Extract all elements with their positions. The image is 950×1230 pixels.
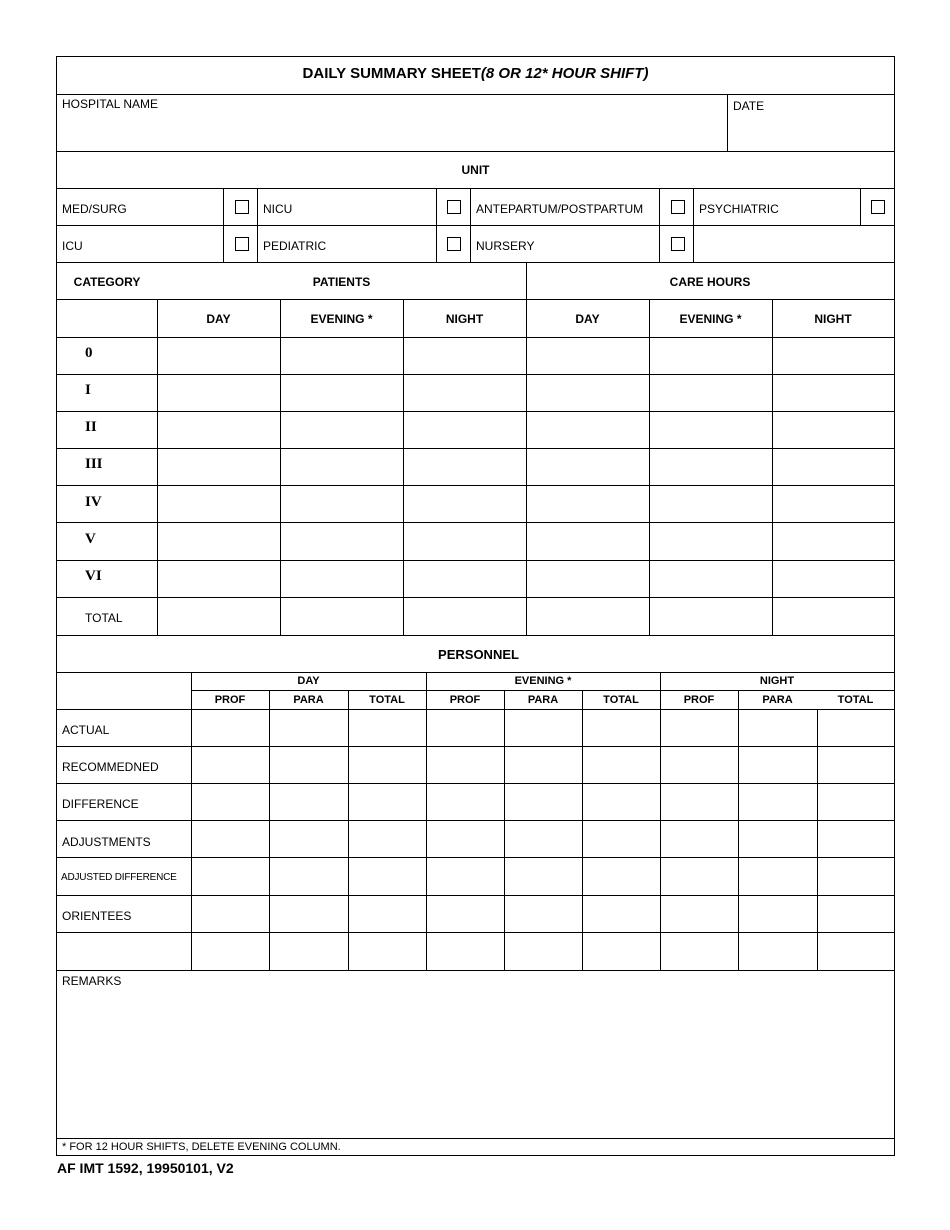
night-prof-header: PROF (683, 694, 715, 706)
care-hours-night-header: NIGHT (814, 312, 852, 326)
divider (470, 188, 471, 262)
divider (659, 188, 660, 262)
divider (57, 820, 894, 821)
patients-day-header: DAY (206, 312, 231, 326)
psychiatric-checkbox[interactable] (871, 200, 885, 214)
divider (693, 188, 694, 262)
divider (860, 188, 861, 225)
unit-icu-label: ICU (62, 239, 83, 253)
category-total: TOTAL (85, 611, 123, 625)
patients-evening-header: EVENING * (310, 312, 373, 326)
personnel-night-header: NIGHT (759, 675, 795, 687)
divider (257, 188, 258, 262)
patients-header: PATIENTS (312, 275, 371, 289)
divider (57, 895, 894, 896)
form-title (57, 65, 894, 82)
divider (223, 188, 224, 262)
night-total-header: TOTAL (837, 694, 874, 706)
footnote: * FOR 12 HOUR SHIFTS, DELETE EVENING COLUMN. (62, 1141, 341, 1153)
nicu-checkbox[interactable] (447, 200, 461, 214)
unit-other-field[interactable] (694, 226, 894, 262)
divider (280, 299, 281, 635)
personnel-row-adjusted-difference: ADJUSTED DIFFERENCE (61, 872, 177, 883)
personnel-row-actual: ACTUAL (62, 723, 110, 737)
divider (57, 262, 894, 263)
nursery-checkbox[interactable] (671, 237, 685, 251)
category-header: CATEGORY (73, 275, 141, 289)
divider (57, 485, 894, 486)
divider (582, 690, 583, 970)
hospital-name-field[interactable] (57, 95, 727, 151)
remarks-label: REMARKS (62, 974, 122, 988)
divider (57, 672, 894, 673)
unit-nursery-label: NURSERY (476, 239, 535, 253)
divider (57, 1138, 894, 1139)
divider (504, 690, 505, 970)
date-label: DATE (733, 99, 765, 113)
divider (191, 672, 192, 970)
daily-summary-form (56, 56, 895, 1156)
hospital-name-label: HOSPITAL NAME (62, 97, 159, 111)
divider (57, 188, 894, 189)
divider (57, 857, 894, 858)
divider (269, 690, 270, 970)
category-0: 0 (85, 345, 93, 361)
med-surg-checkbox[interactable] (235, 200, 249, 214)
category-iv: IV (85, 494, 102, 510)
divider (57, 560, 894, 561)
evening-para-header: PARA (527, 694, 559, 706)
divider (426, 672, 427, 970)
care-hours-day-header: DAY (575, 312, 600, 326)
icu-checkbox[interactable] (235, 237, 249, 251)
divider (57, 299, 894, 300)
divider (191, 690, 894, 691)
patients-night-header: NIGHT (445, 312, 484, 326)
divider (660, 672, 661, 970)
divider (157, 299, 158, 635)
category-iii: III (85, 456, 103, 472)
unit-pediatric-label: PEDIATRIC (263, 239, 327, 253)
date-field[interactable] (728, 95, 894, 151)
personnel-day-header: DAY (297, 675, 320, 687)
divider (57, 374, 894, 375)
divider (57, 746, 894, 747)
divider (57, 522, 894, 523)
category-v: V (85, 531, 96, 547)
evening-prof-header: PROF (449, 694, 481, 706)
category-vi: VI (85, 568, 102, 584)
category-i: I (85, 382, 91, 398)
divider (738, 690, 739, 970)
unit-antepartum-label: ANTEPARTUM/POSTPARTUM (476, 202, 644, 216)
divider (348, 690, 349, 970)
pediatric-checkbox[interactable] (447, 237, 461, 251)
divider (57, 448, 894, 449)
care-hours-evening-header: EVENING * (679, 312, 742, 326)
divider (403, 299, 404, 635)
divider (57, 635, 894, 636)
divider (817, 709, 818, 970)
remarks-field[interactable] (57, 971, 894, 1137)
divider (436, 188, 437, 262)
divider (57, 337, 157, 338)
personnel-row-orientees: ORIENTEES (62, 909, 132, 923)
day-total-header: TOTAL (369, 694, 405, 706)
personnel-evening-header: EVENING * (514, 675, 572, 687)
unit-med-surg-label: MED/SURG (62, 202, 127, 216)
unit-psychiatric-label: PSYCHIATRIC (699, 202, 779, 216)
divider (57, 932, 894, 933)
divider (57, 151, 894, 152)
personnel-row-recommended: RECOMMEDNED (62, 760, 159, 774)
day-para-header: PARA (293, 694, 324, 706)
day-prof-header: PROF (214, 694, 246, 706)
divider (157, 337, 894, 338)
divider (57, 783, 894, 784)
evening-total-header: TOTAL (603, 694, 639, 706)
unit-header: UNIT (461, 163, 490, 177)
divider (57, 411, 894, 412)
personnel-header: PERSONNEL (438, 647, 519, 662)
divider (649, 299, 650, 635)
title-paren: (8 OR 12* HOUR SHIFT) (480, 65, 649, 82)
divider (772, 299, 773, 635)
care-hours-header: CARE HOURS (669, 275, 751, 289)
night-para-header: PARA (762, 694, 793, 706)
personnel-row-adjustments: ADJUSTMENTS (62, 835, 151, 849)
antepartum-checkbox[interactable] (671, 200, 685, 214)
form-code: AF IMT 1592, 19950101, V2 (57, 1160, 234, 1176)
divider (57, 597, 894, 598)
title-main: DAILY SUMMARY SHEET (302, 65, 481, 82)
divider (57, 709, 894, 710)
category-ii: II (85, 419, 97, 435)
unit-nicu-label: NICU (263, 202, 293, 216)
personnel-row-difference: DIFFERENCE (62, 797, 139, 811)
